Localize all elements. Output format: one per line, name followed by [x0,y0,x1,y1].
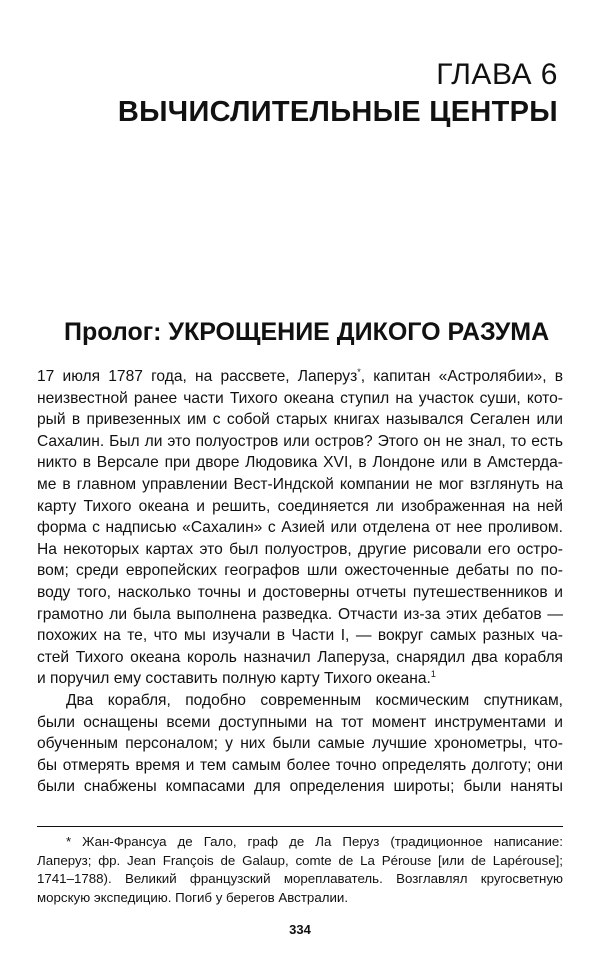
page-number: 334 [289,922,311,937]
footnote-marker: * [357,366,361,377]
footnote-divider [37,826,563,827]
paragraph-line: карту Тихого океана и решить, соединяется ли изображенная на ней [37,497,563,515]
paragraph-line: никто в Версале при дворе Людовика XVI, в Лондоне или в Амстерда- [37,454,563,472]
body-text [37,366,563,798]
chapter-title: ВЫЧИСЛИТЕЛЬНЫЕ ЦЕНТРЫ [117,96,558,128]
paragraph-line: На некоторых картах это был полуостров, другие рисовали его остро- [37,540,563,558]
paragraph-line: Два корабля, подобно современным космическим спутникам, [66,691,563,709]
paragraph-line: грамотно ли была выполнена разведка. Отчасти из-за этих дебатов — [37,605,563,623]
paragraph-line: вом; среди европейских географов шли ожесточенные дебаты по по- [37,562,563,580]
paragraph-line: форма с надписью «Сахалин» с Азией или отделена от нее проливом. [37,519,563,537]
paragraph-line: бы отмерять время и тем самым более точно определять долготу; они [37,756,563,774]
footnote [37,833,563,907]
paragraph-line: стей Тихого океана король назначил Лаперуза, снарядил два корабля [37,648,563,666]
footnote-line: Лаперуз; фр. Jean François de Galaup, comte de La Pérouse [или de Lapérouse]; [37,852,563,868]
paragraph-line: были снабжены компасами для определения широты; были наняты [37,778,563,796]
paragraph-line: воду того, насколько точны и достоверны отчеты путешественников и [37,583,563,601]
paragraph-line: неизвестной ранее части Тихого океана ступил на участок суши, кото- [37,389,563,407]
chapter-number: ГЛАВА 6 [436,58,558,91]
footnote-line: 1741–1788). Великий французский мореплаватель. Возглавлял кругосветную [37,871,563,886]
section-heading: Пролог: УКРОЩЕНИЕ ДИКОГО РАЗУМА [64,318,550,346]
paragraph-line: похожих на те, что мы изучали в Части I, — вокруг самых разных ча- [37,627,563,645]
footnote-line: морскую экспедицию. Погиб у берегов Австралии. [37,889,349,905]
paragraph-line: Сахалин. Был ли это полуостров или остров? Этого он не знал, то есть [37,432,563,450]
paragraph-line: рый в привезенных им с собой старых книгах назывался Сегален или [37,411,563,429]
paragraph-line: 17 июля 1787 года, на рассвете, Лаперуз*, капитан «Астролябии», в [37,366,563,385]
endnote-marker: 1 [430,669,436,680]
paragraph-line: ме в главном управлении Вест-Индской компании не мог взглянуть на [37,475,563,493]
paragraph-line: были оснащены всеми доступными на тот момент инструментами и [37,713,563,731]
paragraph-line: обученным персоналом; у них были самые лучшие хронометры, что- [37,735,563,753]
paragraph-line: и поручил ему составить полную карту Тихого океана.$^1$ [37,669,436,688]
footnote-line: * Жан-Франсуа де Гало, граф де Ла Перуз (традиционное написание: [66,834,563,849]
